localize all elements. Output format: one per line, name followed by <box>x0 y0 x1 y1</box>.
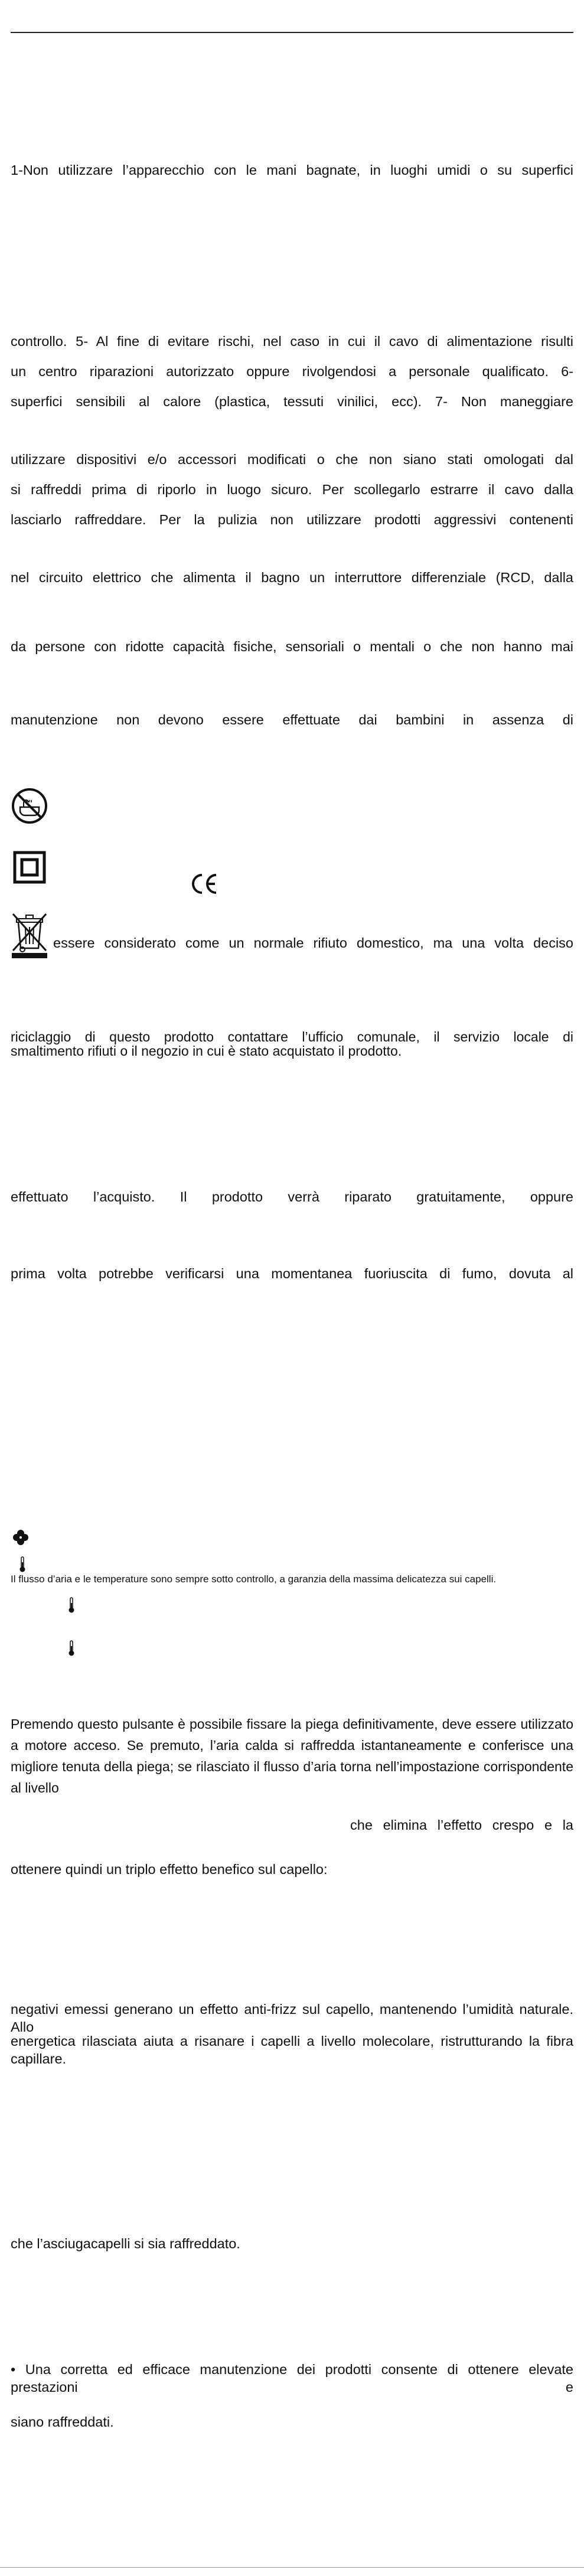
double-insulation-icon <box>13 851 46 884</box>
fan-icon <box>12 1529 30 1546</box>
weee-bin-icon <box>11 912 48 959</box>
text-line: che elimina l’effetto crespo e la <box>350 1817 573 1833</box>
text-line: siano raffreddati. <box>11 2414 114 2430</box>
text-line: essere considerato come un normale rifiuto domestico, ma una volta deciso <box>53 935 573 951</box>
text-paragraph: Premendo questo pulsante è possibile fissare la piega definitivamente, deve essere utilizzato a motore acceso. Se premuto, l’aria calda si raffredda istantaneamente e conferisce una migliore tenuta della piega; se rilasciato il flusso d’aria torna nell’impostazione corrispondente al livello <box>11 1716 573 1795</box>
text-line: 1-Non utilizzare l’apparecchio con le mani bagnate, in luoghi umidi o su superfici <box>11 162 573 178</box>
text-paragraph: riciclaggio di questo prodotto contattare l’ufficio comunale, il servizio locale di smaltimento rifiuti o il negozio in cui è stato acquistato il prodotto. <box>11 1029 573 1059</box>
thermometer-icon <box>19 1556 26 1573</box>
text-line: da persone con ridotte capacità fisiche, sensoriali o mentali o che non hanno mai <box>11 639 573 654</box>
thermometer-icon <box>68 1640 75 1657</box>
text-line: utilizzare dispositivi e/o accessori modificati o che non siano stati omologati dal <box>11 452 573 467</box>
text-line: Il flusso d’aria e le temperature sono sempre sotto controllo, a garanzia della massima delicatezza sui capelli. <box>11 1573 497 1585</box>
text-line: si raffreddi prima di riporlo in luogo sicuro. Per scollegarlo estrarre il cavo dalla <box>11 482 573 497</box>
text-line: nel circuito elettrico che alimenta il bagno un interruttore differenziale (RCD, dalla <box>11 570 573 585</box>
text-line: lasciarlo raffreddare. Per la pulizia non utilizzare prodotti aggressivi contenenti <box>11 512 573 527</box>
text-line: effettuato l’acquisto. Il prodotto verrà riparato gratuitamente, oppure <box>11 1189 573 1204</box>
text-line: negativi emessi generano un effetto anti-frizz sul capello, mantenendo l’umidità naturale. Allo <box>11 2002 573 2035</box>
text-line: superfici sensibili al calore (plastica, tessuti vinilici, ecc). 7- Non maneggiare <box>11 394 573 409</box>
text-line: energetica rilasciata aiuta a risanare i capelli a livello molecolare, ristrutturando la fibra capillare. <box>11 2033 573 2066</box>
bottom-rule <box>0 2567 584 2568</box>
thermometer-icon <box>68 1597 75 1614</box>
ce-mark <box>190 873 218 895</box>
text-line: controllo. 5- Al fine di evitare rischi, nel caso in cui il cavo di alimentazione risulti <box>11 334 573 349</box>
text-line: manutenzione non devono essere effettuate dai bambini in assenza di <box>11 712 573 727</box>
text-line: • Una corretta ed efficace manutenzione dei prodotti consente di ottenere elevate prestazioni e <box>11 2362 573 2395</box>
text-line: prima volta potrebbe verificarsi una momentanea fuoriuscita di fumo, dovuta al <box>11 1266 573 1281</box>
text-line: un centro riparazioni autorizzato oppure rivolgendosi a personale qualificato. 6- <box>11 364 573 379</box>
no-bath-icon <box>11 787 48 825</box>
top-rule <box>11 32 573 33</box>
text-line: che l’asciugacapelli si sia raffreddato. <box>11 2236 240 2251</box>
text-line: ottenere quindi un triplo effetto benefico sul capello: <box>11 1862 328 1877</box>
